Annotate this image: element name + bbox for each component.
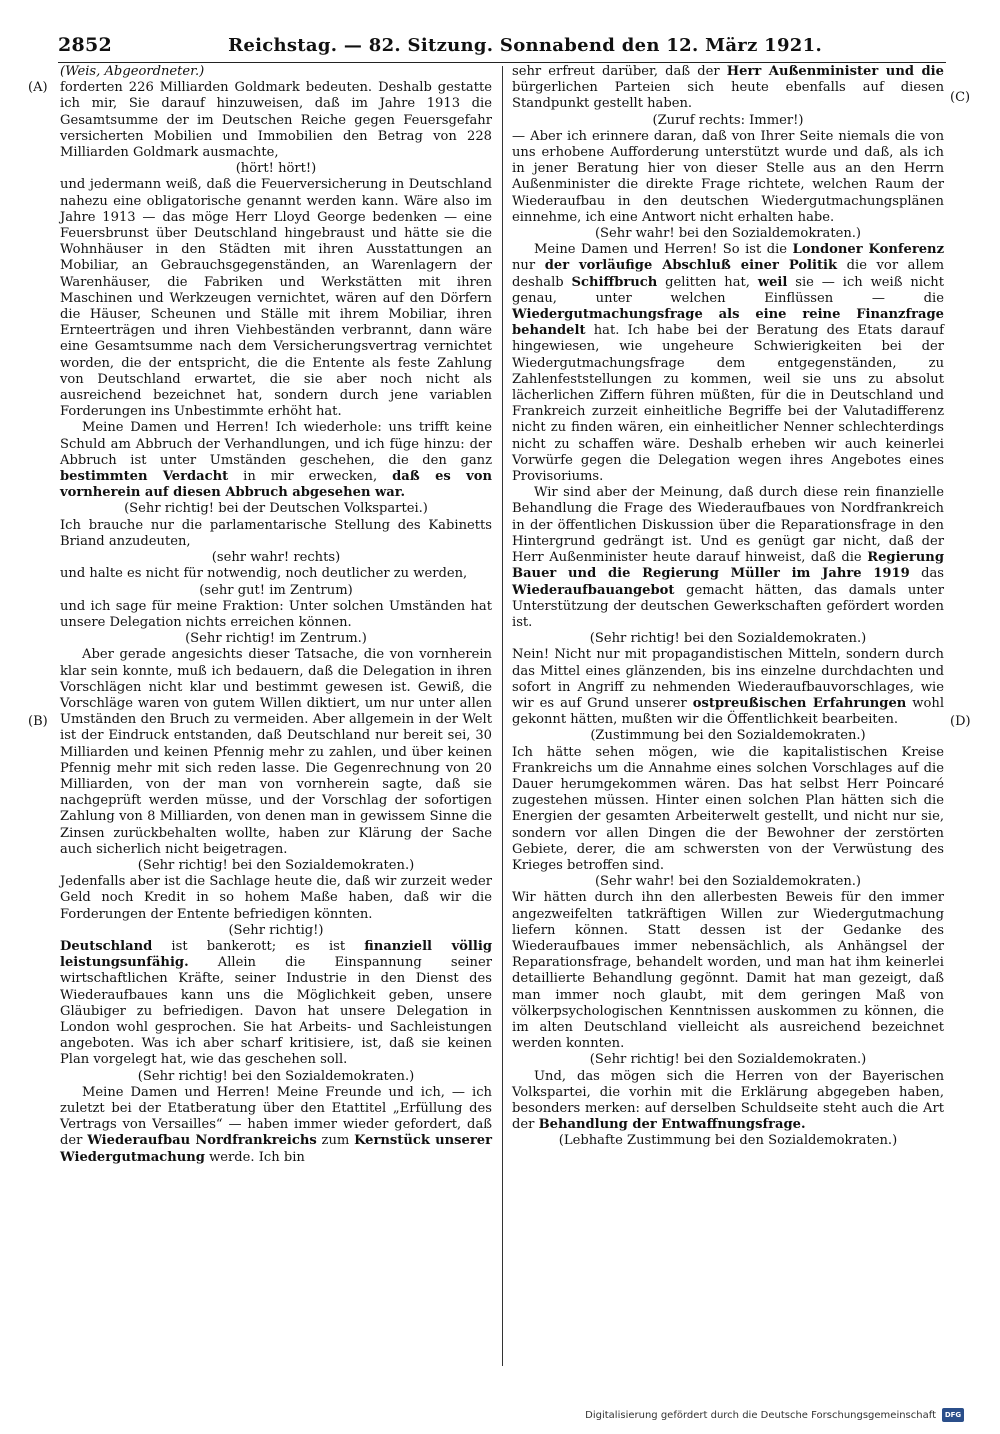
interjection: (Sehr richtig! bei den Sozialdemokraten.) [589, 631, 867, 647]
interjection: (Sehr richtig!) [228, 922, 324, 938]
page-number: 2852 [58, 34, 113, 56]
paragraph: und ich sage für meine Fraktion: Unter solchen Umständen hat unsere Delegation nichts erreichen können. [60, 598, 492, 630]
paragraph: Ich hätte sehen mögen, wie die kapitalistischen Kreise Frankreichs um die Annahme eines solchen Vorschlages auf die Dauer herumgekommen wären. Das hat selbst Herr Poincaré zugestehen müssen. Hinter einen solchen Plan hätten sich die Energien der gesamten Arbeiterwelt gestellt, und nicht nur sie, sondern vor allen Dingen die der Bewohner der zerstörten Gebiete, derer, die am schwersten von der Verwüstung des Krieges betroffen sind. [512, 744, 944, 873]
interjection: (Zustimmung bei den Sozialdemokraten.) [590, 728, 866, 744]
interjection: (hört! hört!) [235, 161, 317, 177]
interjection: (sehr gut! im Zentrum) [199, 582, 353, 598]
page-title: Reichstag. — 82. Sitzung. Sonnabend den 12. März 1921. [228, 34, 823, 56]
paragraph: Meine Damen und Herren! So ist die Londoner Konferenz nur der vorläufige Abschluß einer Politik die vor allem deshalb Schiffbruch gelitten hat, weil sie — ich weiß nicht genau, unter welchen Einflüssen — die Wiedergutmachungsfrage als eine reine Finanzfrage behandelt hat. Ich habe bei der Beratung des Etats darauf hingewiesen, wie ungeheure Schwierigkeiten bei der Wiedergutmachungsfrage dem entgegenständen, zu Zahlenfeststellungen zu kommen, weil sie uns zu absolut lächerlichen Ziffern führen müßten, für die in Deutschland und Frankreich zurzeit einheitliche Begriffe bei der Valutadifferenz nicht zu finden wären, ein einheitlicher Nenner schlechterdings nicht zu schaffen wäre. Deshalb erheben wir auch keinerlei Vorwürfe gegen die Delegation wegen ihres Angebotes eines Provisoriums. [512, 242, 945, 485]
margin-marker-b: (B) [28, 714, 48, 729]
interjection: (Sehr richtig! bei der Deutschen Volkspartei.) [124, 501, 428, 517]
interjection: (Zuruf rechts: Immer!) [652, 112, 804, 128]
paragraph: Nein! Nicht nur mit propagandistischen Mitteln, sondern durch das Mittel eines glänzenden, bis ins einzelne durchdachten und sofort in Angriff zu nehmenden Wiederaufbauvorschlages, wie wir es auf Grund unserer ostpreußischen Erfahrungen wohl gekonnt hätten, mußten wir die Öffentlichkeit bearbeiten. [512, 647, 945, 728]
margin-marker-d: (D) [950, 714, 971, 729]
paragraph: Aber gerade angesichts dieser Tatsache, die von vornherein klar sein konnte, muß ich bedauern, daß die Delegation in ihren Vorschlägen nicht klar und bestimmt gewesen ist. Gewiß, die Vorschläge waren von gutem Willen diktiert, um nur unter allen Umständen den Bruch zu vermeiden. Aber allgemein in der Welt ist der Eindruck entstanden, daß Deutschland nur bereit sei, 30 Milliarden und keinen Pfennig mehr zu zahlen, und über keinen Pfennig mehr mit sich reden lasse. Die Gegenrechnung von 20 Milliarden, von der man von vornherein sagte, daß sie nachgeprüft werden müsse, und der Vorschlag der sofortigen Zahlung von 8 Milliarden, von denen man in gewissem Sinne die Zinsen zurückbehalten wollte, haben zur Klärung der Sache auch sicherlich nicht beigetragen. [60, 647, 492, 857]
right-column [512, 64, 944, 1150]
paragraph: Wir sind aber der Meinung, daß durch diese rein finanzielle Behandlung die Frage des Wiederaufbaues von Nordfrankreich in der öffentlichen Diskussion über die Reparationsfrage in den Hintergrund gedrängt ist. Und es genügt gar nicht, daß der Herr Außenminister heute darauf hinweist, daß die Regierung Bauer und die Regierung Müller im Jahre 1919 das Wiederaufbauangebot gemacht hätten, das damals unter Unterstützung der deutschen Gewerkschaften gefördert worden ist. [512, 485, 944, 630]
interjection: (Sehr richtig! bei den Sozialdemokraten.) [137, 857, 415, 873]
paragraph: sehr erfreut darüber, daß der Herr Außenminister und die bürgerlichen Parteien sich heute ebenfalls auf diesen Standpunkt gestellt haben. [512, 64, 944, 112]
interjection: (Sehr wahr! bei den Sozialdemokraten.) [594, 874, 862, 890]
paragraph: Deutschland ist bankerott; es ist finanziell völlig leistungsunfähig. Allein die Einspannung seiner wirtschaftlichen Kräfte, seiner Industrie in den Dienst des Wiederaufbaues kann uns die Möglichkeit geben, unsere Gläubiger zu befriedigen. Davon hat unsere Delegation in London wohl gesprochen. Sie hat Arbeits- und Sachleistungen angeboten. Was ich aber scharf kritisiere, ist, daß sie keinen Plan vorgelegt hat, wie das geschehen soll. [60, 938, 492, 1068]
paragraph: und halte es nicht für notwendig, noch deutlicher zu werden, [60, 566, 468, 582]
dfg-logo-icon: DFG [942, 1408, 964, 1422]
margin-marker-a: (A) [28, 80, 48, 95]
footer [585, 1406, 964, 1424]
paragraph: und jedermann weiß, daß die Feuerversicherung in Deutschland nahezu eine obligatorische genannt werden kann. Wäre also im Jahre 1913 — das möge Herr Lloyd George bedenken — eine Feuersbrunst über Deutschland hingebraust und hätte sie die Wohnhäuser in den Städten mit ihren Ausstattungen an Mobiliar, an Gebrauchsgegenständen, an Warenlagern der Warenhäuser, die Fabriken und Werkstätten mit ihren Maschinen und Werkzeugen vernichtet, wären auf den Dörfern die Häuser, Scheunen und Ställe mit ihrem Mobiliar, ihren Ernteerträgen und ihren Viehbeständen verbrannt, dann wäre eine Gesamtsumme nach dem Versicherungsvertrag vernichtet worden, die der entspricht, die die Entente als feste Zahlung von Deutschland erwartet, die sie aber noch nicht als ausreichend bezeichnet hat, sondern durch jene variablen Forderungen ins Unbestimmte erhöht hat. [60, 177, 492, 420]
page-header [58, 30, 938, 60]
paragraph: forderten 226 Milliarden Goldmark bedeuten. Deshalb gestatte ich mir, Sie darauf hinzuweisen, daß im Jahre 1913 die Gesamtsumme der im Deutschen Reiche gegen Feuersgefahr versicherten Mobilien und Immobilien den Betrag von 228 Milliarden Goldmark ausmachte, [60, 80, 492, 161]
paragraph: Meine Damen und Herren! Meine Freunde und ich, — ich zuletzt bei der Etatberatung über den Etattitel „Erfüllung des Vertrags von Versailles“ — haben immer wieder gefordert, daß der Wiederaufbau Nordfrankreichs zum Kernstück unserer Wiedergutmachung werde. Ich bin [60, 1084, 492, 1165]
header-rule [58, 62, 946, 63]
margin-marker-c: (C) [950, 90, 971, 105]
interjection: (Lebhafte Zustimmung bei den Sozialdemokraten.) [558, 1133, 898, 1149]
interjection: (Sehr richtig! im Zentrum.) [185, 631, 367, 647]
interjection: (Sehr richtig! bei den Sozialdemokraten.) [589, 1052, 867, 1068]
left-column [60, 64, 492, 1166]
paragraph: Wir hätten durch ihn den allerbesten Beweis für den immer angezweifelten tatkräftigen Willen zur Wiedergutmachung liefern können. Statt dessen ist der Gedanke des Wiederaufbaues immer nebensächlich, als Anhängsel der Reparationsfrage, behandelt worden, und man hat ihm keinerlei detaillierte Behandlung gegönnt. Damit hat man gezeigt, daß man immer noch glaubt, mit dem geringen Maß von völkerpsychologischen Kenntnissen auskommen zu können, die im alten Deutschland vielleicht als ausreichend bezeichnet werden konnten. [512, 890, 944, 1052]
interjection: (Sehr richtig! bei den Sozialdemokraten.) [137, 1068, 415, 1084]
interjection: (sehr wahr! rechts) [211, 550, 341, 566]
paragraph: Jedenfalls aber ist die Sachlage heute die, daß wir zurzeit weder Geld noch Kredit in so hohem Maße haben, daß wir die Forderungen der Entente befriedigen könnten. [60, 874, 492, 922]
interjection: (Sehr wahr! bei den Sozialdemokraten.) [594, 226, 862, 242]
footer-credit: Digitalisierung gefördert durch die Deutsche Forschungsgemeinschaft [585, 1409, 936, 1421]
paragraph: Meine Damen und Herren! Ich wiederhole: uns trifft keine Schuld am Abbruch der Verhandlungen, und ich füge hinzu: der Abbruch ist unter Umständen geschehen, die den ganz bestimmten Verdacht in mir erwecken, daß es von vornherein auf diesen Abbruch abgesehen war. [60, 420, 492, 501]
paragraph: Und, das mögen sich die Herren von der Bayerischen Volkspartei, die vorhin mit die Erklärung abgegeben haben, besonders merken: auf derselben Schuldseite steht auch die Art der Behandlung der Entwaffnungsfrage. [512, 1068, 944, 1133]
paragraph: — Aber ich erinnere daran, daß von Ihrer Seite niemals die von uns erhobene Aufforderung unterstützt wurde und daß, als ich in jener Beratung hier von dieser Stelle aus an den Herrn Außenminister die direkte Frage richtete, welchen Raum der Wiederaufbau in den deutschen Wiedergutmachungsplänen einnehme, ich eine Antwort nicht erhalten habe. [512, 128, 944, 225]
column-divider [502, 66, 503, 1366]
paragraph: Ich brauche nur die parlamentarische Stellung des Kabinetts Briand anzudeuten, [60, 517, 492, 549]
speaker-heading: (Weis, Abgeordneter.) [60, 64, 205, 79]
